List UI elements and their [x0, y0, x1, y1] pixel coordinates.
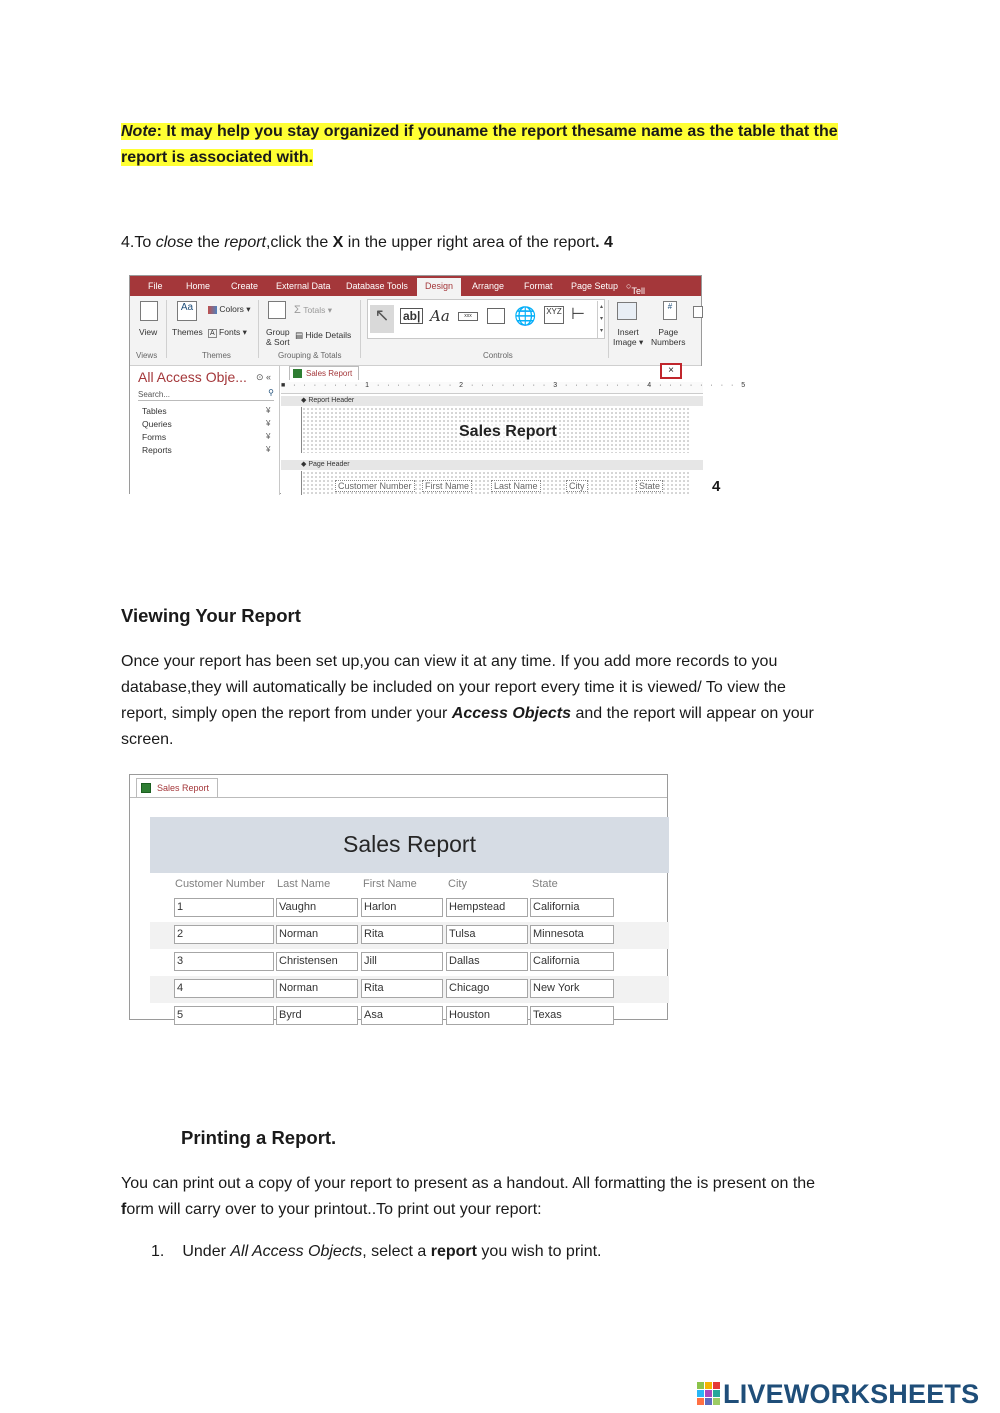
nav-pane-title[interactable]: All Access Obje...: [138, 369, 247, 385]
fonts-icon: A: [210, 330, 215, 337]
group-themes-label: Themes: [202, 351, 231, 360]
close-report-button[interactable]: ×: [660, 363, 682, 379]
column-header: First Name: [363, 878, 417, 890]
report-header: [150, 817, 669, 873]
note-paragraph: [121, 119, 881, 171]
select-pointer-icon[interactable]: ↖: [370, 305, 394, 333]
tab-design[interactable]: Design: [417, 278, 461, 296]
nav-search-input[interactable]: Search... ⚲: [138, 388, 274, 399]
group-grouping-label: Grouping & Totals: [278, 351, 342, 360]
tab-format[interactable]: Format: [524, 281, 553, 291]
report-design-view: [281, 366, 749, 495]
header-footer-icon[interactable]: [693, 306, 703, 318]
table-cell: California: [530, 898, 614, 917]
column-header: Customer Number: [175, 878, 265, 890]
table-cell: Norman: [276, 925, 358, 944]
page-header-band[interactable]: ◆ Page Header: [281, 460, 703, 470]
document-tab-sales-report[interactable]: Sales Report: [289, 366, 359, 380]
table-cell: Chicago: [446, 979, 528, 998]
table-cell: 5: [174, 1006, 274, 1025]
tab-divider: [130, 797, 667, 798]
callout-number: 4: [712, 478, 721, 495]
table-cell: Dallas: [446, 952, 528, 971]
fonts-button[interactable]: A Fonts ▾: [210, 327, 247, 337]
table-cell: 2: [174, 925, 274, 944]
report-icon: [293, 369, 302, 378]
divider: [360, 300, 361, 358]
tab-arrange[interactable]: Arrange: [472, 281, 505, 291]
logo-text: LIVEWORKSHEETS: [723, 1379, 980, 1409]
themes-button[interactable]: Themes: [172, 327, 203, 337]
chevron-down-icon[interactable]: ¥: [266, 432, 271, 441]
logo-icon: [697, 1382, 721, 1406]
table-cell: Tulsa: [446, 925, 528, 944]
table-cell: Texas: [530, 1006, 614, 1025]
table-cell: Byrd: [276, 1006, 358, 1025]
printing-heading: Printing a Report.: [181, 1127, 337, 1148]
group-controls-label: Controls: [483, 351, 513, 360]
table-cell: Harlon: [361, 898, 443, 917]
colors-icon: [208, 306, 217, 314]
web-browser-control-icon[interactable]: XYZ: [544, 306, 564, 324]
note-line-2: report is associated with.: [121, 149, 314, 166]
report-icon: [141, 783, 151, 793]
horizontal-ruler: ■ · · · · · · · 1 · · · · · · · · 2 · · · · · · · · 3 · · · · · · · · 4 · · · · · · · · 5: [281, 382, 703, 394]
nav-group-reports[interactable]: Reports: [142, 445, 172, 455]
button-control-icon[interactable]: xxx: [458, 312, 478, 321]
printing-paragraph: You can print out a copy of your report to present as a handout. All formatting the is present on the form will carry over to your printout..To print out your report:: [121, 1175, 816, 1218]
table-cell: 1: [174, 898, 274, 917]
design-field-city[interactable]: City: [566, 480, 588, 492]
divider: [166, 300, 167, 358]
nav-group-forms[interactable]: Forms: [142, 432, 167, 442]
navigation-pane: [130, 366, 280, 495]
ribbon-tab-bar: [130, 276, 701, 296]
divider: [258, 300, 259, 358]
tab-file[interactable]: File: [148, 281, 163, 291]
view-button[interactable]: View: [139, 327, 158, 337]
hide-details-button[interactable]: ▤ Hide Details: [295, 330, 352, 340]
table-cell: Vaughn: [276, 898, 358, 917]
nav-group-queries[interactable]: Queries: [142, 419, 172, 429]
divider: [608, 300, 609, 358]
insert-image-icon[interactable]: [617, 302, 637, 320]
gallery-scroll[interactable]: ▴ ▾ ▾: [597, 301, 605, 338]
tab-page-setup[interactable]: Page Setup: [571, 281, 619, 291]
chevron-down-icon[interactable]: ¥: [266, 445, 271, 454]
design-field-first-name[interactable]: First Name: [422, 480, 472, 492]
table-cell: New York: [530, 979, 614, 998]
note-label: Note: It may help you stay organized if youname the report thesame name as the table that the: [121, 123, 838, 140]
design-field-last-name[interactable]: Last Name: [491, 480, 541, 492]
design-field-customer-number[interactable]: Customer Number: [335, 480, 415, 492]
textbox-control-icon[interactable]: ab|: [400, 308, 423, 324]
view-icon[interactable]: [140, 301, 158, 321]
tab-control-icon[interactable]: [487, 308, 505, 324]
access-design-screenshot: [129, 275, 749, 494]
table-cell: 3: [174, 952, 274, 971]
nav-menu-icon[interactable]: ⊙ «: [256, 372, 272, 382]
controls-gallery: [367, 299, 605, 339]
report-header-band[interactable]: ◆ Report Header: [281, 396, 703, 406]
document-tab-sales-report[interactable]: Sales Report: [136, 778, 218, 797]
table-cell: Asa: [361, 1006, 443, 1025]
navigation-control-icon[interactable]: ⊢: [571, 306, 585, 323]
totals-button[interactable]: Σ Totals ▾: [294, 304, 333, 316]
table-cell: California: [530, 952, 614, 971]
sigma-icon: Σ: [294, 304, 301, 316]
table-cell: Norman: [276, 979, 358, 998]
step-4-text: 4.To close the report,click the X in the upper right area of the report. 4: [121, 234, 613, 251]
group-sort-icon[interactable]: [268, 301, 286, 319]
sales-report-screenshot: [129, 774, 668, 1020]
tab-external-data[interactable]: External Data: [276, 281, 331, 291]
nav-group-tables[interactable]: Tables: [142, 406, 167, 416]
design-field-state[interactable]: State: [636, 480, 663, 492]
report-title: Sales Report: [343, 831, 476, 857]
table-cell: Houston: [446, 1006, 528, 1025]
table-cell: Rita: [361, 925, 443, 944]
search-icon: ⚲: [268, 388, 274, 397]
column-header: State: [532, 878, 558, 890]
group-views-label: Views: [136, 351, 158, 360]
insert-image-button[interactable]: Insert Image ▾: [613, 327, 644, 347]
chevron-down-icon[interactable]: ¥: [266, 419, 271, 428]
table-cell: Rita: [361, 979, 443, 998]
column-header: Last Name: [277, 878, 331, 890]
viewing-heading: Viewing Your Report: [121, 605, 301, 626]
table-cell: Christensen: [276, 952, 358, 971]
table-cell: Hempstead: [446, 898, 528, 917]
tab-home[interactable]: Home: [186, 281, 211, 291]
themes-icon[interactable]: Aa: [177, 301, 197, 321]
page-numbers-button[interactable]: Page Numbers: [651, 327, 686, 347]
viewing-paragraph: Once your report has been set up,you can view it at any time. If you add more records to you database,they will automatically be included on your report every time it is viewed/ To view the report, simply open the report from under your Access Objects and the report will appear on your screen.: [121, 653, 814, 748]
table-cell: Jill: [361, 952, 443, 971]
printing-step-1: 1. Under All Access Objects, select a report you wish to print.: [151, 1243, 602, 1260]
tab-database-tools[interactable]: Database Tools: [346, 281, 408, 291]
group-sort-button[interactable]: Group & Sort: [266, 327, 290, 347]
colors-button[interactable]: Colors ▾: [208, 304, 251, 315]
table-cell: Minnesota: [530, 925, 614, 944]
label-control-icon[interactable]: Aa: [430, 307, 450, 325]
table-cell: 4: [174, 979, 274, 998]
chevron-down-icon[interactable]: ¥: [266, 406, 271, 415]
page-numbers-icon[interactable]: #: [663, 301, 677, 320]
hyperlink-control-icon[interactable]: 🌐: [514, 306, 537, 326]
tab-create[interactable]: Create: [231, 281, 259, 291]
tell-me-box[interactable]: ○ Tell: [626, 281, 645, 296]
ribbon: [130, 296, 701, 366]
column-header: City: [448, 878, 467, 890]
design-title-label[interactable]: Sales Report: [459, 423, 557, 440]
